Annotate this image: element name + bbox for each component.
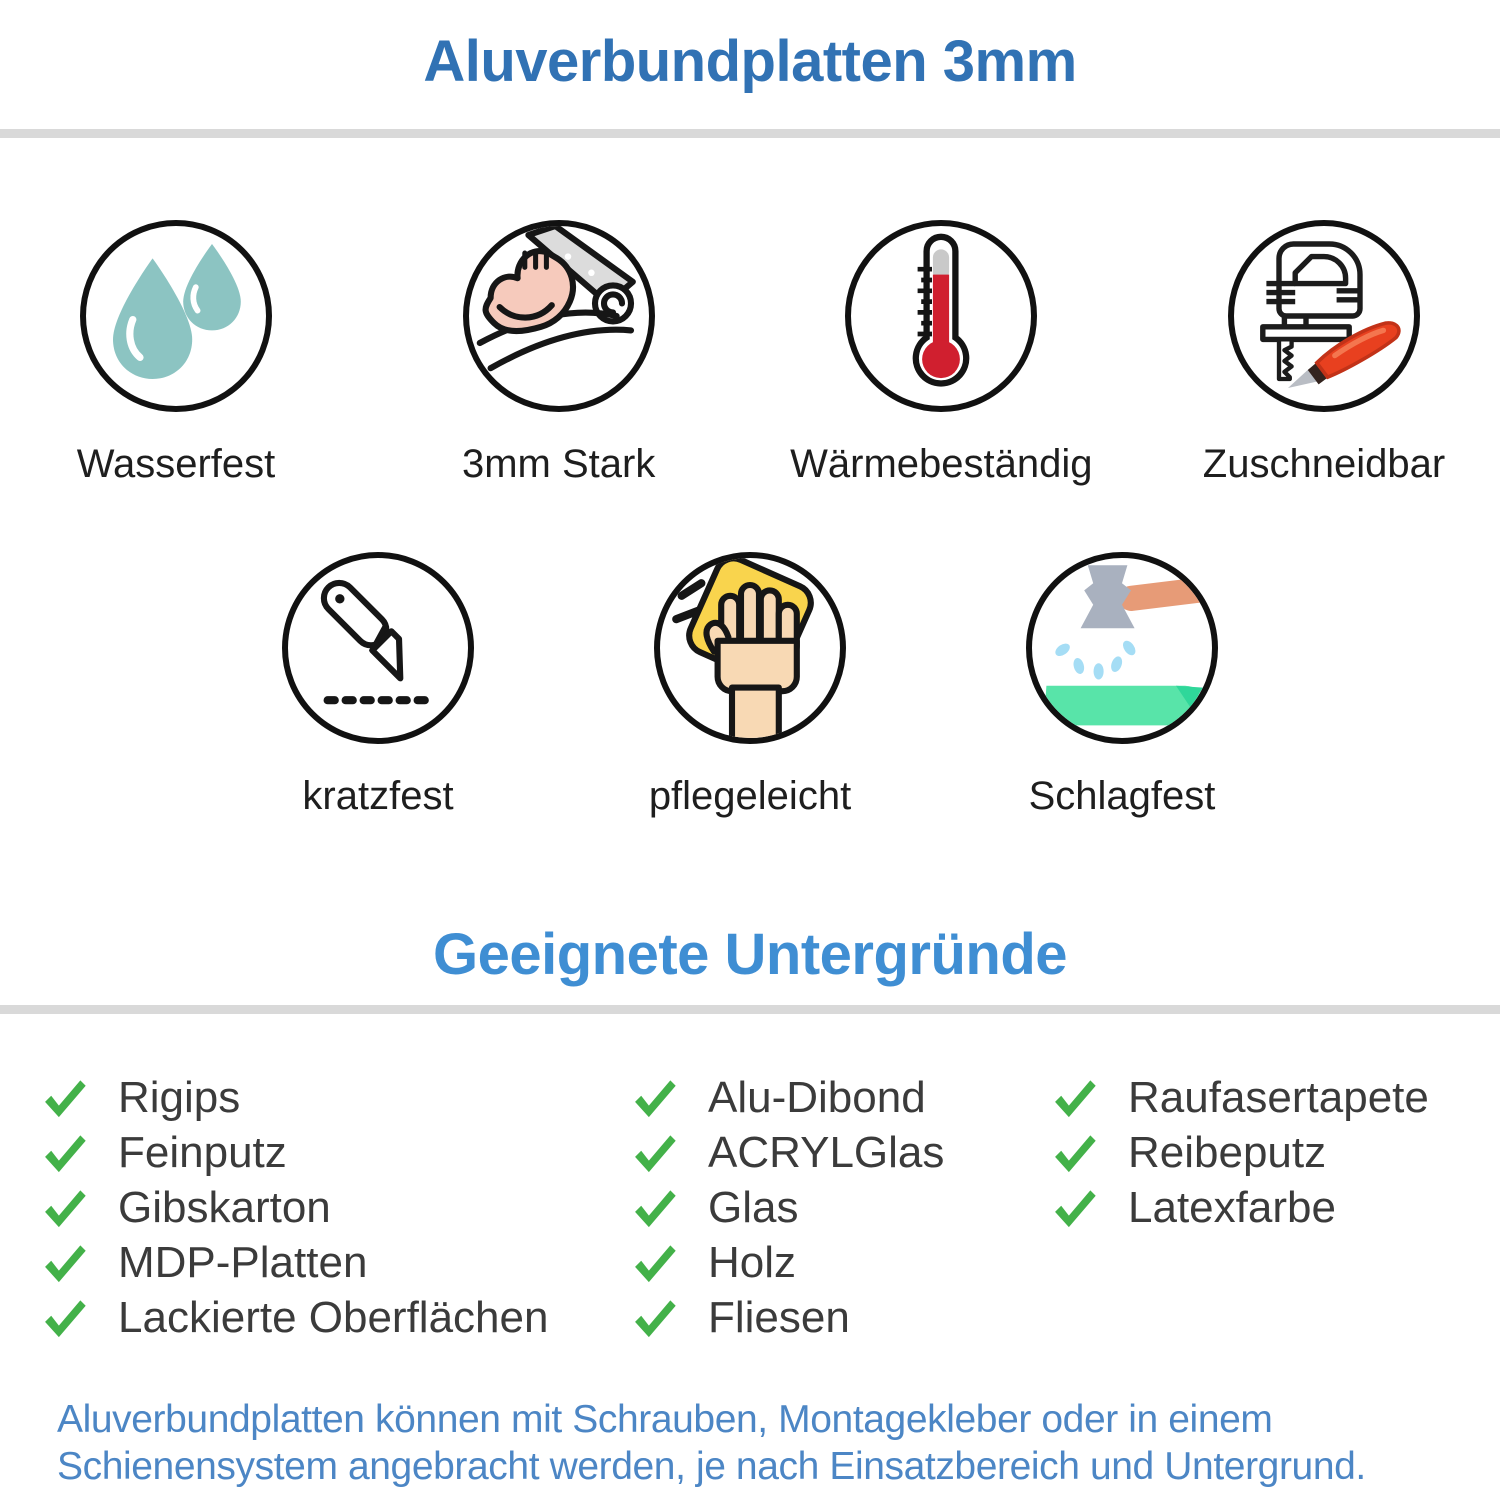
feature-label: Schlagfest bbox=[1028, 773, 1216, 818]
substrates-column-1 bbox=[42, 1070, 632, 1345]
feature-circle bbox=[80, 220, 272, 412]
feature-strength bbox=[423, 220, 695, 488]
feature-circle bbox=[463, 220, 655, 412]
substrate-label: Gibskarton bbox=[118, 1182, 331, 1232]
substrate-label: Fliesen bbox=[708, 1292, 850, 1342]
divider bbox=[0, 129, 1500, 138]
checkmark-icon bbox=[632, 1185, 678, 1231]
cleaning-hand-icon bbox=[660, 558, 840, 738]
substrate-label: MDP-Platten bbox=[118, 1237, 368, 1287]
list-item bbox=[632, 1235, 1052, 1290]
checkmark-icon bbox=[632, 1295, 678, 1341]
checkmark-icon bbox=[1052, 1185, 1098, 1231]
thermometer-icon bbox=[851, 226, 1031, 406]
divider bbox=[0, 1005, 1500, 1014]
features-row-2 bbox=[0, 552, 1500, 820]
feature-label: 3mm Stark bbox=[461, 441, 656, 486]
substrates-column-3 bbox=[1052, 1070, 1500, 1345]
list-item bbox=[42, 1235, 632, 1290]
substrate-label: Feinputz bbox=[118, 1127, 287, 1177]
feature-impact-resistant bbox=[986, 552, 1258, 820]
substrate-label: Alu-Dibond bbox=[708, 1072, 926, 1122]
checkmark-icon bbox=[42, 1240, 88, 1286]
feature-label: Wasserfest bbox=[76, 441, 276, 486]
substrate-label: Holz bbox=[708, 1237, 797, 1287]
substrate-label: Glas bbox=[708, 1182, 799, 1232]
substrate-label: ACRYLGlas bbox=[708, 1127, 945, 1177]
page-title: Aluverbundplatten 3mm bbox=[423, 29, 1077, 94]
checkmark-icon bbox=[42, 1130, 88, 1176]
checkmark-icon bbox=[42, 1295, 88, 1341]
list-item bbox=[42, 1290, 632, 1345]
list-item bbox=[1052, 1070, 1500, 1125]
substrates-column-2 bbox=[632, 1070, 1052, 1345]
list-item bbox=[1052, 1125, 1500, 1180]
substrate-label: Reibeputz bbox=[1128, 1127, 1327, 1177]
list-item bbox=[632, 1290, 1052, 1345]
utility-knife-icon bbox=[288, 558, 468, 738]
substrate-label: Latexfarbe bbox=[1128, 1182, 1336, 1232]
mounting-info-line-1: Aluverbundplatten können mit Schrauben, Montagekleber oder in einem bbox=[57, 1398, 1273, 1442]
feature-scratchproof bbox=[242, 552, 514, 820]
checkmark-icon bbox=[42, 1185, 88, 1231]
feature-label: kratzfest bbox=[302, 773, 454, 818]
section-title-substrates: Geeignete Untergründe bbox=[432, 921, 1068, 987]
feature-circle bbox=[282, 552, 474, 744]
feature-circle bbox=[1026, 552, 1218, 744]
substrate-label: Lackierte Oberflächen bbox=[118, 1292, 549, 1342]
list-item bbox=[42, 1180, 632, 1235]
feature-label: pflegeleicht bbox=[648, 773, 852, 818]
mounting-info-line-2: Schienensystem angebracht werden, je nach Einsatzbereich und Untergrund. bbox=[57, 1444, 1366, 1488]
substrate-label: Raufasertapete bbox=[1128, 1072, 1429, 1122]
feature-waterproof bbox=[40, 220, 312, 488]
feature-heat-resistant bbox=[790, 220, 1093, 488]
feature-easy-care bbox=[614, 552, 886, 820]
substrate-label: Rigips bbox=[118, 1072, 241, 1122]
hammer-icon bbox=[1032, 558, 1212, 738]
feature-cuttable bbox=[1188, 220, 1460, 488]
jigsaw-icon bbox=[1234, 226, 1414, 406]
flexed-arm-icon bbox=[469, 226, 649, 406]
water-drops-icon bbox=[86, 226, 266, 406]
list-item bbox=[1052, 1180, 1500, 1235]
feature-circle bbox=[654, 552, 846, 744]
substrates-list bbox=[0, 1070, 1500, 1345]
feature-circle bbox=[1228, 220, 1420, 412]
checkmark-icon bbox=[42, 1075, 88, 1121]
list-item bbox=[632, 1180, 1052, 1235]
list-item bbox=[632, 1125, 1052, 1180]
list-item bbox=[632, 1070, 1052, 1125]
checkmark-icon bbox=[632, 1130, 678, 1176]
checkmark-icon bbox=[632, 1075, 678, 1121]
checkmark-icon bbox=[1052, 1075, 1098, 1121]
list-item bbox=[42, 1125, 632, 1180]
checkmark-icon bbox=[1052, 1130, 1098, 1176]
mounting-info-text bbox=[0, 1397, 1500, 1491]
list-item bbox=[42, 1070, 632, 1125]
feature-label: Wärmebeständig bbox=[790, 441, 1093, 486]
feature-label: Zuschneidbar bbox=[1202, 441, 1446, 486]
feature-circle bbox=[845, 220, 1037, 412]
features-row-1 bbox=[0, 220, 1500, 488]
checkmark-icon bbox=[632, 1240, 678, 1286]
